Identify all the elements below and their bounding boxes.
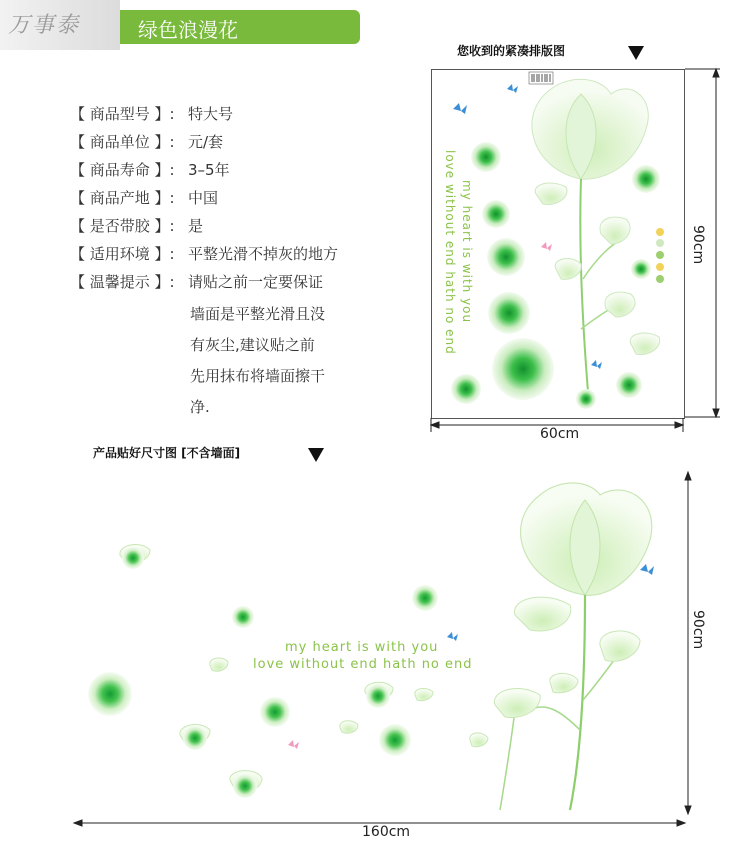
tip-line: 有灰尘,建议贴之前 xyxy=(190,336,315,354)
spec-label: 【 温馨提示 】: xyxy=(70,273,175,291)
sheet-lyric-2: love without end hath no end xyxy=(443,150,457,355)
spec-value: 特大号 xyxy=(188,105,234,123)
sheet-width-label: 60cm xyxy=(540,426,580,442)
tip-line: 先用抹布将墙面擦干 xyxy=(190,367,326,385)
spec-row-environment xyxy=(70,243,338,264)
spec-label: 【 商品型号 】: xyxy=(70,105,175,123)
flower-stem xyxy=(500,710,515,810)
flower-stem xyxy=(570,595,585,810)
tip-line: 墙面是平整光滑且没 xyxy=(190,305,326,323)
applied-width-label: 160cm xyxy=(362,824,411,840)
sheet-height-label: 90cm xyxy=(690,225,706,265)
applied-lyric-1: my heart is with you xyxy=(285,640,439,655)
spec-value: 请贴之前一定要保证 xyxy=(188,273,324,291)
product-title: 绿色浪漫花 xyxy=(138,18,238,42)
spec-label: 【 适用环境 】: xyxy=(70,245,175,263)
brand-logo: 万事泰 xyxy=(8,13,81,38)
spec-label: 【 商品寿命 】: xyxy=(70,161,175,179)
spec-label: 【 是否带胶 】: xyxy=(70,217,175,235)
spec-value: 中国 xyxy=(188,189,219,207)
spec-label: 【 商品单位 】: xyxy=(70,133,175,151)
applied-lyric-2: love without end hath no end xyxy=(253,657,473,672)
spec-value: 3–5年 xyxy=(188,161,230,179)
sheet-dimension-lines xyxy=(425,60,725,440)
applied-height-label: 90cm xyxy=(690,610,706,650)
down-arrow-icon xyxy=(628,46,644,60)
spec-value: 元/套 xyxy=(188,133,224,151)
spec-row-origin xyxy=(70,187,218,208)
spec-label: 【 商品产地 】: xyxy=(70,189,175,207)
spec-row-lifespan xyxy=(70,159,230,180)
spec-row-model xyxy=(70,103,233,124)
applied-caption: 产品贴好尺寸图 [不含墙面] xyxy=(93,446,241,460)
spec-row-unit xyxy=(70,131,223,152)
flower-stem xyxy=(530,707,580,730)
sheet-lyric-1: my heart is with you xyxy=(460,180,474,324)
large-flower-icon xyxy=(521,483,652,595)
sheet-caption: 您收到的紧凑排版图 xyxy=(457,44,566,58)
tip-line: 净. xyxy=(190,398,210,416)
spec-row-tip xyxy=(70,271,323,292)
down-arrow-icon xyxy=(308,448,324,462)
spec-row-adhesive xyxy=(70,215,203,236)
spec-value: 平整光滑不掉灰的地方 xyxy=(188,245,339,263)
round-flower-icon xyxy=(88,547,438,798)
spec-value: 是 xyxy=(188,217,204,235)
